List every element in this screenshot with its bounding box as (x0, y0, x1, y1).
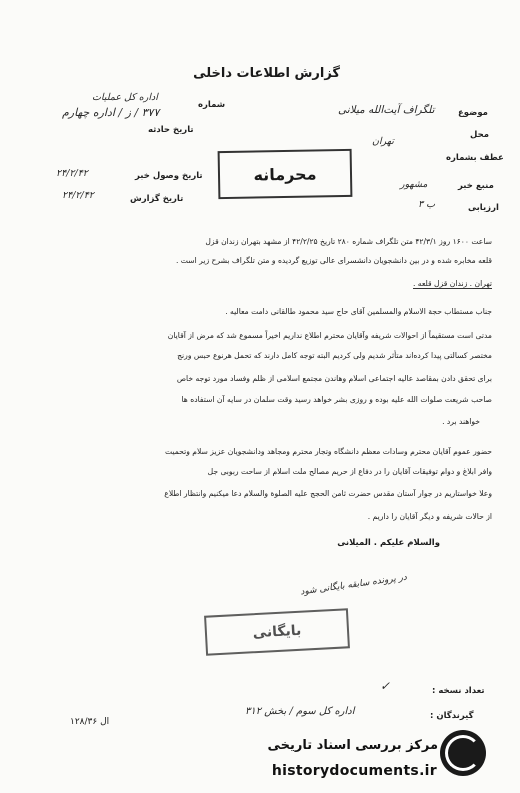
document-code (70, 717, 109, 727)
watermark-url: historydocuments.ir (271, 763, 437, 779)
subject-value: تلگراف آیت‌الله میلانی (338, 104, 435, 116)
body-line-9: خواهند برد . (442, 417, 480, 426)
recipients-value: اداره کل سوم / بخش ۳۱۲ (245, 706, 355, 717)
place-value: تهران (372, 136, 394, 147)
body-line-12: وعلا خواستاریم در جوار آستان مقدس حضرت ثامن الحجج علیه الصلوة والسلام دعا میکنیم وانتظار اطلاع (164, 489, 492, 498)
body-line-13: از حالات شریفه و دیگر آقایان را داریم . (367, 512, 492, 521)
body-line-10: حضور عموم آقایان محترم وسادات معظم دانشگاه وتجار محترم ومجاهد ودانشجویان عزیز سلام وتحمیت (165, 447, 492, 456)
receipt-date-label: تاریخ وصول خبر (135, 171, 203, 181)
watermark-org: مرکز بررسی اسناد تاریخی (267, 738, 438, 753)
source-label: منبع خبر (458, 181, 494, 191)
body-line-3: تهران . زندان قزل قلعه . (412, 279, 492, 288)
document-title: گزارش اطلاعات داخلی (193, 66, 340, 81)
place-label: محل (470, 130, 489, 140)
handwritten-note: در پرونده سابقه بایگانی شود (299, 572, 408, 598)
body-line-6: مختصر کسالتی پیدا کرده‌اند متأثر شدیم ولی کردیم البته توجه کامل دارند که تحمل هرنوع حبس ورنج (177, 351, 492, 360)
confidential-stamp: محرمانه (218, 149, 353, 199)
document-code-number: ۱۲۸/۳۶ (70, 717, 98, 727)
copies-mark: ✓ (380, 679, 391, 693)
copies-label: تعداد نسخه : (432, 686, 485, 696)
closing-signature: والسلام علیکم . المیلانی (337, 538, 440, 548)
report-date-label: تاریخ گزارش (130, 194, 184, 204)
archive-logo-icon (440, 730, 486, 776)
number-value: اداره کل عملیات (92, 92, 158, 103)
body-line-4: جناب مستطاب حجة الاسلام والمسلمین آقای حاج سید محمود طالقانی دامت معالیه . (225, 307, 492, 316)
reference-label: عطف بشماره (446, 153, 504, 163)
archive-stamp: بایگانی (204, 608, 350, 655)
source-value: مشهور (400, 179, 428, 190)
body-line-5: مدتی است مستقیماً از احوالات شریفه وآقایان محترم اطلاع نداریم اخیراً مسموع شد که مرض از آقایان (167, 331, 492, 340)
body-line-1: ساعت ۱۶۰۰ روز ۴۲/۳/۱ متن تلگراف شماره ۲۸۰ تاریخ ۴۲/۲/۲۵ از مشهد بتهران زندان قزل (205, 237, 492, 246)
recipients-label: گیرندگان : (430, 711, 474, 721)
incident-date-label: تاریخ حادثه (148, 125, 194, 135)
evaluation-label: ارزیابی (468, 203, 499, 213)
document-code-suffix: ال (100, 717, 110, 727)
number-label: شماره (198, 100, 226, 110)
receipt-date-value: ۲۴/۲/۴۲ (56, 168, 88, 179)
body-line-11: وافر ابلاغ و دوام توفیقات آقایان را در دفاع از حریم مصالح ملت اسلام از ساحت ربوبی جل (207, 467, 492, 476)
evaluation-value: ب ۳ (418, 199, 436, 210)
body-line-2: قلعه مخابره شده و در بین دانشجویان دانشسرای عالی توزیع گردیده و متن تلگراف بشرح زیر است . (175, 256, 492, 265)
body-line-7: برای تحقق دادن بمقاصد عالیه اجتماعی اسلام وهاندن مجتمع اسلامی از ظلم وفساد مورد توجه خاص (176, 374, 492, 383)
subject-label: موضوع (458, 108, 488, 118)
body-line-8: صاحب شریعت صلوات الله علیه بوده و روزی بشر خواهد رسید وقت سلمان در سایه آن استفاده ها (181, 395, 492, 404)
number-value-2: ۳۷۷ / ز / اداره چهارم (62, 106, 160, 119)
report-date-value: ۲۴/۲/۴۲ (62, 190, 94, 201)
